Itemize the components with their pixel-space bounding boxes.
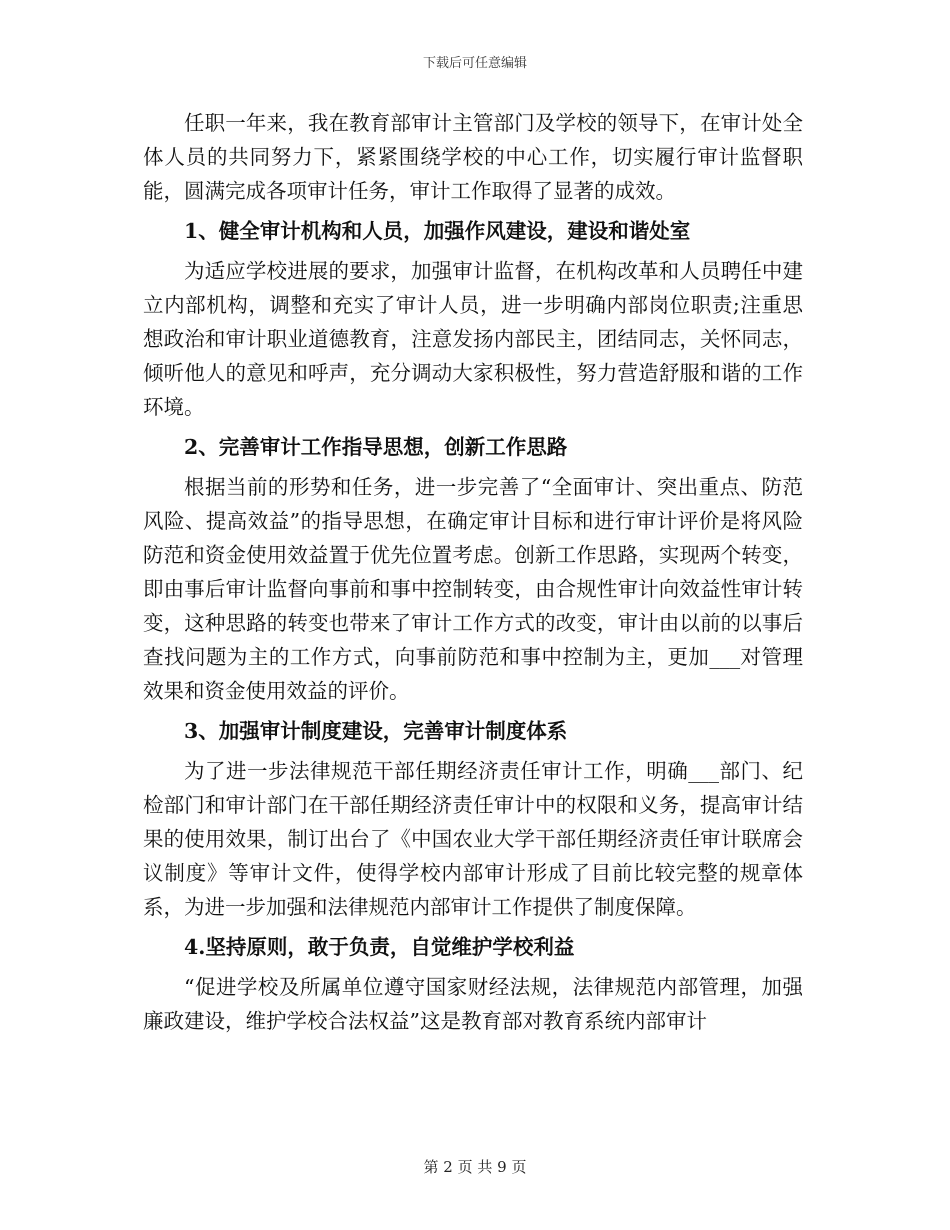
section-heading-3: 3、加强审计制度建设，完善审计制度体系 [184, 719, 568, 743]
section-4-paragraph: “促进学校及所属单位遵守国家财经法规，法律规范内部管理，加强廉政建设，维护学校合法权益”这是教育部对教育系统内部审计 [143, 975, 803, 1033]
document-body [143, 106, 803, 1038]
intro-paragraph: 任职一年来，我在教育部审计主管部门及学校的领导下，在审计处全体人员的共同努力下，紧紧围绕学校的中心工作，切实履行审计监督职能，圆满完成各项审计任务，审计工作取得了显著的成效。 [143, 111, 803, 203]
section-heading-4: 4.坚持原则，敢于负责，自觉维护学校利益 [184, 935, 575, 959]
section-1-paragraph: 为适应学校进展的要求，加强审计监督，在机构改革和人员聘任中建立内部机构，调整和充实了审计人员，进一步明确内部岗位职责;注重思想政治和审计职业道德教育，注意发扬内部民主，团结同志，关怀同志，倾听他人的意见和呼声，充分调动大家积极性，努力营造舒服和谐的工作环境。 [143, 259, 803, 419]
page-footer: 第 2 页 共 9 页 [423, 1158, 527, 1176]
section-heading-2: 2、完善审计工作指导思想，创新工作思路 [184, 435, 568, 459]
section-2-paragraph: 根据当前的形势和任务，进一步完善了“全面审计、突出重点、防范风险、提高效益”的指导思想，在确定审计目标和进行审计评价是将风险防范和资金使用效益置于优先位置考虑。创新工作思路，实现两个转变，即由事后审计监督向事前和事中控制转变，由合规性审计向效益性审计转变，这种思路的转变也带来了审计工作方式的改变，审计由以前的以事后查找问题为主的工作方式，向事前防范和事中控制为主，更加___对管理效果和资金使用效益的评价。 [143, 475, 803, 703]
page-header: 下载后可任意编辑 [422, 56, 527, 71]
section-heading-1: 1、健全审计机构和人员，加强作风建设，建设和谐处室 [184, 219, 691, 243]
section-3-paragraph: 为了进一步法律规范干部任期经济责任审计工作，明确___部门、纪检部门和审计部门在干部任期经济责任审计中的权限和义务，提高审计结果的使用效果，制订出台了《中国农业大学干部任期经济责任审计联席会议制度》等审计文件，使得学校内部审计形成了目前比较完整的规章体系，为进一步加强和法律规范内部审计工作提供了制度保障。 [143, 759, 803, 919]
